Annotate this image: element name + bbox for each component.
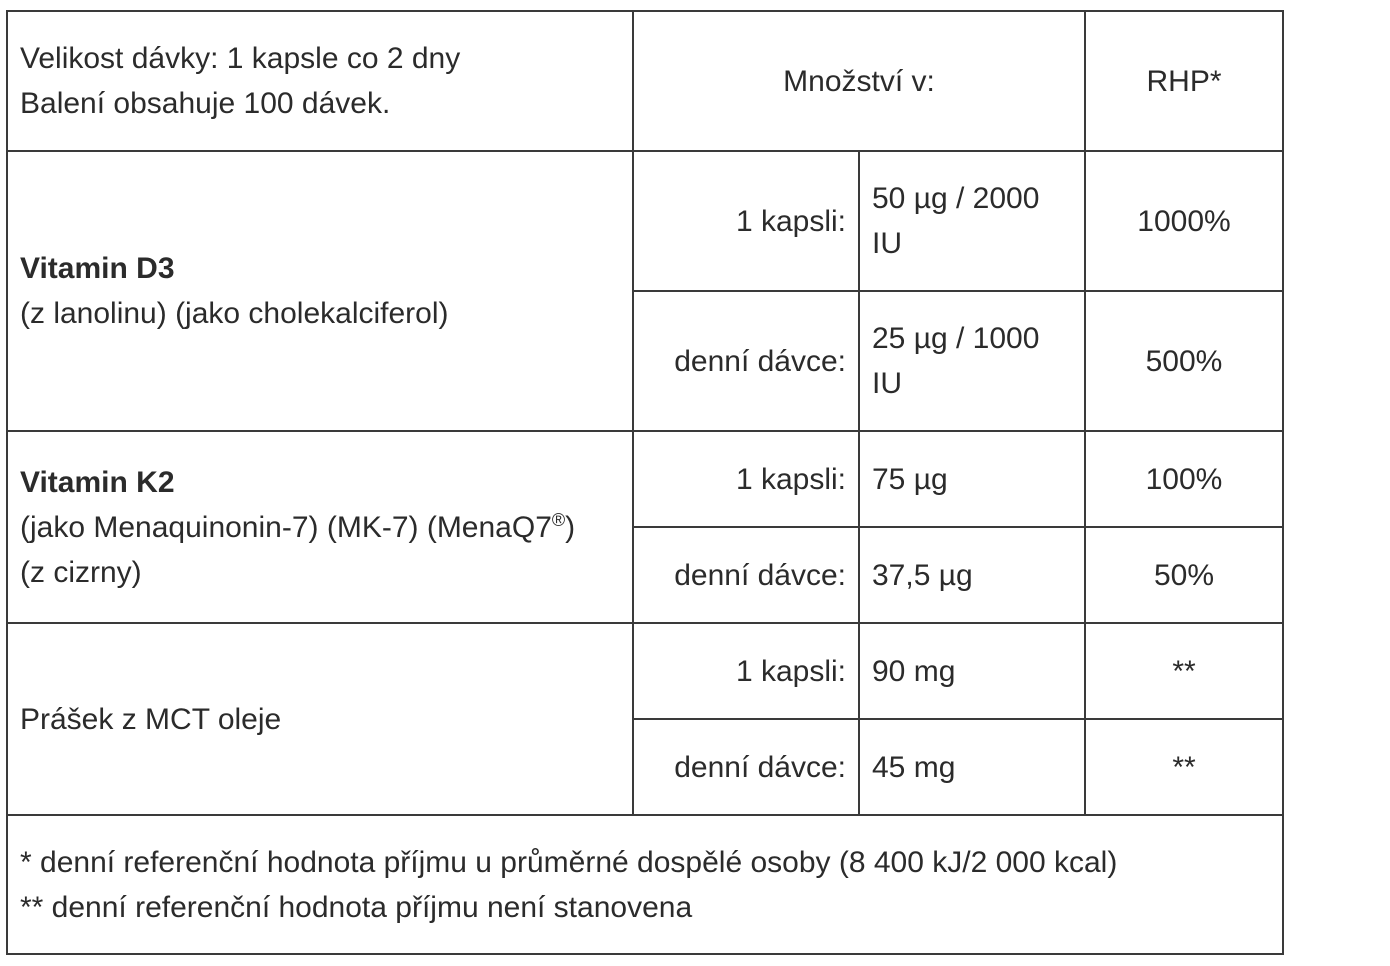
amount-cell: 90 mg (859, 623, 1085, 719)
rhp-header-cell: RHP* (1085, 11, 1283, 151)
vitamin-k2-desc-end: ) (565, 510, 576, 544)
vitamin-d3-cell (7, 151, 633, 431)
rhp-cell: 100% (1085, 431, 1283, 527)
vitamin-d3-desc: (z lanolinu) (jako cholekalciferol) (20, 297, 449, 330)
amount-cell: 37,5 µg (859, 527, 1085, 623)
vitamin-k2-desc (20, 505, 620, 550)
rhp-cell: 1000% (1085, 151, 1283, 291)
amount-cell (859, 291, 1085, 431)
amount-header-cell: Množství v: (633, 11, 1085, 151)
footnote-not-set: ** denní referenční hodnota příjmu není stanovena (20, 890, 693, 924)
rhp-cell: 50% (1085, 527, 1283, 623)
footnote-row (7, 815, 1283, 954)
table-header-row (7, 11, 1283, 151)
amount-cell: 45 mg (859, 719, 1085, 815)
per-dose-label: denní dávce: (633, 719, 859, 815)
table-row (7, 431, 1283, 527)
rhp-cell: ** (1085, 719, 1283, 815)
vitamin-k2-cell (7, 431, 633, 623)
vitamin-k2-name: Vitamin K2 (20, 465, 175, 499)
rhp-cell: ** (1085, 623, 1283, 719)
vitamin-k2-source: (z cizrny) (20, 555, 142, 589)
per-capsule-label: 1 kapsli: (633, 431, 859, 527)
vitamin-k2-desc-text: (jako Menaquinonin-7) (MK-7) (MenaQ7 (20, 510, 552, 544)
amount-cell: 75 µg (859, 431, 1085, 527)
per-dose-label: denní dávce: (633, 291, 859, 431)
amount-unit: IU (872, 227, 902, 260)
mct-cell: Prášek z MCT oleje (7, 623, 633, 815)
vitamin-d3-name: Vitamin D3 (20, 252, 175, 285)
package-content-text: Balení obsahuje 100 dávek. (20, 87, 391, 120)
table-row (7, 151, 1283, 291)
table-row (7, 623, 1283, 719)
amount-unit: IU (872, 367, 902, 400)
per-dose-label: denní dávce: (633, 527, 859, 623)
footnote-cell (7, 815, 1283, 954)
serving-info-cell (7, 11, 633, 151)
per-capsule-label: 1 kapsli: (633, 623, 859, 719)
serving-size-text: Velikost dávky: 1 kapsle co 2 dny (20, 42, 461, 75)
amount-value: 50 µg / 2000 (872, 182, 1040, 215)
registered-mark: ® (551, 509, 566, 530)
rhp-cell: 500% (1085, 291, 1283, 431)
per-capsule-label: 1 kapsli: (633, 151, 859, 291)
nutrition-table (6, 10, 1284, 955)
footnote-rhp: * denní referenční hodnota příjmu u průměrné dospělé osoby (8 400 kJ/2 000 kcal) (20, 845, 1118, 879)
amount-cell (859, 151, 1085, 291)
amount-value: 25 µg / 1000 (872, 322, 1040, 355)
